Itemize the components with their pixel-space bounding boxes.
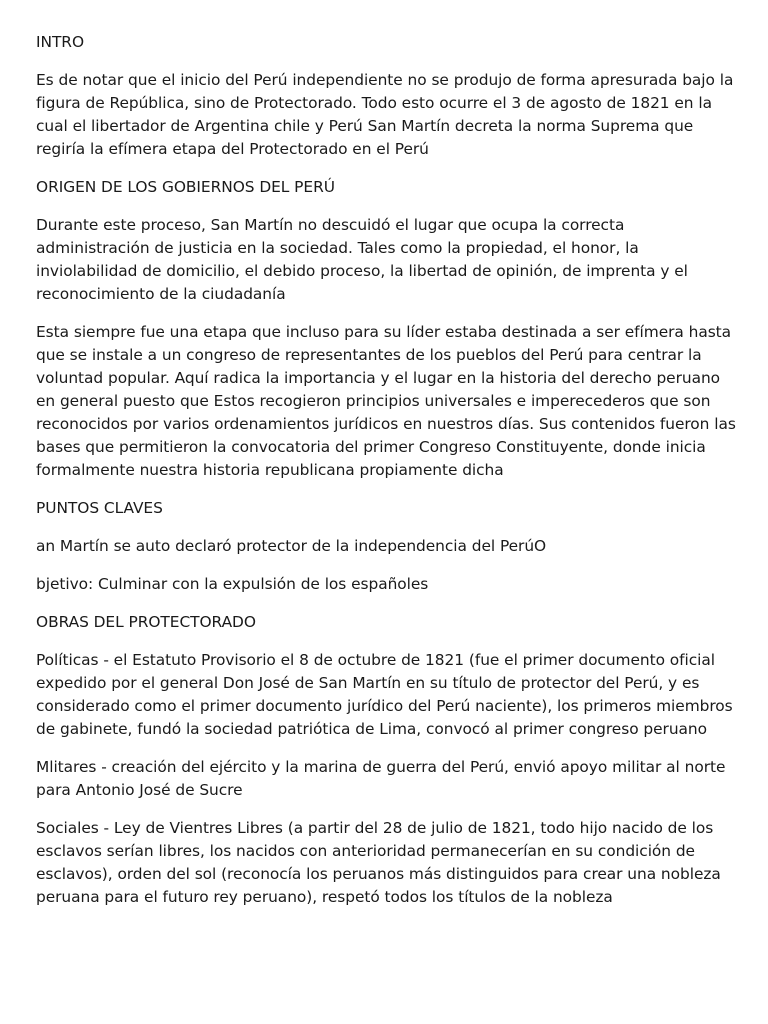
origen-paragraph-1: Durante este proceso, San Martín no descuidó el lugar que ocupa la correcta administración de justicia en la sociedad. Tales como la propiedad, el honor, la inviolabilidad de domicilio, el debido proceso, la libertad de opinión, de imprenta y el reconocimiento de la ciudadanía bbox=[36, 216, 688, 303]
puntos-claves-item-1: an Martín se auto declaró protector de la independencia del PerúO bbox=[36, 537, 547, 555]
origen-paragraph-2: Esta siempre fue una etapa que incluso para su líder estaba destinada a ser efímera hasta que se instale a un congreso de representantes de los pueblos del Perú para centrar la voluntad popular. Aquí radica la importancia y el lugar en la historia del derecho peruano en general puesto que Estos recogieron principios universales e imperecederos que son reconocidos por varios ordenamientos jurídicos en nuestros días. Sus contenidos fueron las bases que permitieron la convocatoria del primer Congreso Constituyente, donde inicia formalmente nuestra historia republicana propiamente dicha bbox=[36, 323, 736, 479]
obras-militares-paragraph: Mlitares - creación del ejército y la marina de guerra del Perú, envió apoyo militar al norte para Antonio José de Sucre bbox=[36, 758, 726, 799]
section-heading-intro: INTRO bbox=[36, 33, 85, 51]
section-heading-origen: ORIGEN DE LOS GOBIERNOS DEL PERÚ bbox=[36, 178, 335, 196]
puntos-claves-item-2: bjetivo: Culminar con la expulsión de los españoles bbox=[36, 575, 429, 593]
obras-sociales-paragraph: Sociales - Ley de Vientres Libres (a partir del 28 de julio de 1821, todo hijo nacido de los esclavos serían libres, los nacidos con anterioridad permanecerían en su condición de esclavos), orden del sol (reconocía los peruanos más distinguidos para crear una nobleza peruana para el futuro rey peruano), respetó todos los títulos de la nobleza bbox=[36, 819, 721, 906]
intro-paragraph: Es de notar que el inicio del Perú independiente no se produjo de forma apresurada bajo la figura de República, sino de Protectorado. Todo esto ocurre el 3 de agosto de 1821 en la cual el libertador de Argentina chile y Perú San Martín decreta la norma Suprema que regiría la efímera etapa del Protectorado en el Perú bbox=[36, 71, 734, 158]
document-page bbox=[36, 31, 736, 924]
section-heading-obras: OBRAS DEL PROTECTORADO bbox=[36, 613, 256, 631]
obras-politicas-paragraph: Políticas - el Estatuto Provisorio el 8 de octubre de 1821 (fue el primer documento oficial expedido por el general Don José de San Martín en su título de protector del Perú, y es considerado como el primer documento jurídico del Perú naciente), los primeros miembros de gabinete, fundó la sociedad patriótica de Lima, convocó al primer congreso peruano bbox=[36, 651, 733, 738]
section-heading-puntos-claves: PUNTOS CLAVES bbox=[36, 499, 163, 517]
